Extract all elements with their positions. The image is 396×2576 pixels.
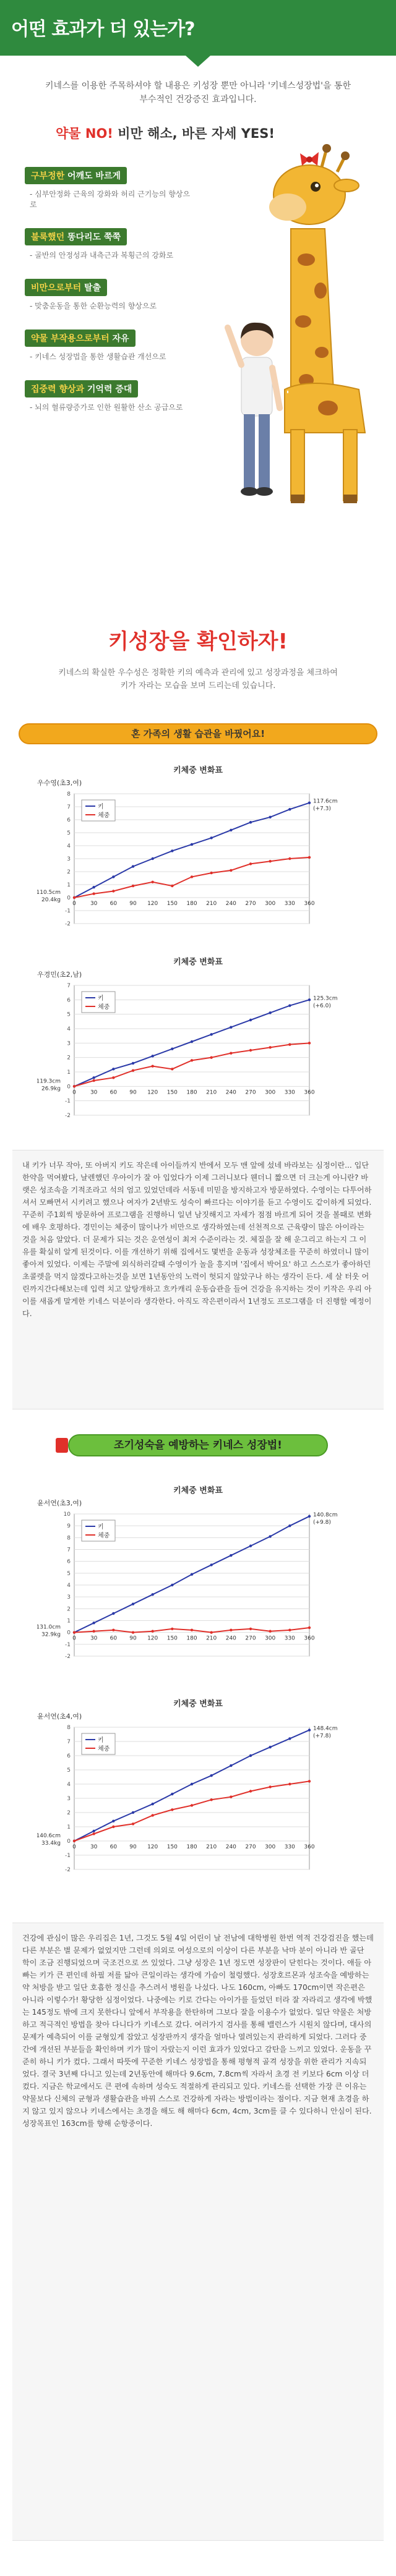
start-value-label: 140.6cm xyxy=(37,1833,61,1839)
legend-label: 키 xyxy=(98,1737,104,1744)
data-point xyxy=(171,885,173,887)
legend-label: 키 xyxy=(98,995,104,1002)
data-point xyxy=(308,1728,311,1731)
benefit-title-text: 똥다리도 쭉쭉 xyxy=(64,232,121,242)
y-tick-label: 5 xyxy=(67,1767,71,1774)
y-tick-label: 10 xyxy=(63,1511,71,1518)
x-tick-label: 210 xyxy=(206,1635,217,1642)
data-point xyxy=(112,1612,114,1615)
data-point xyxy=(191,1629,193,1631)
data-point xyxy=(308,1780,311,1782)
data-point xyxy=(171,1584,173,1586)
benefit-title-text: 기억력 증대 xyxy=(84,385,132,394)
y-tick-label: 4 xyxy=(67,1026,71,1032)
x-tick-label: 150 xyxy=(166,1635,178,1642)
family-habits-banner-label: 혼 가족의 생활 습관을 바꿨어요! xyxy=(131,728,265,739)
benefit-desc: - 골반의 안정성과 내측근과 복횡근의 강화로 xyxy=(30,251,174,260)
y-tick-label: 3 xyxy=(67,1040,71,1047)
benefit-highlight: 구부정한 xyxy=(31,171,65,181)
data-point xyxy=(269,1011,271,1014)
data-point xyxy=(249,1049,252,1052)
data-point xyxy=(210,872,212,874)
data-point xyxy=(73,896,75,899)
data-point xyxy=(210,1774,212,1777)
benefit-title xyxy=(25,329,136,347)
x-tick-label: 360 xyxy=(304,1635,315,1642)
data-point xyxy=(249,1545,252,1547)
x-tick-label: 120 xyxy=(147,1635,158,1642)
data-point xyxy=(230,829,232,831)
data-point xyxy=(288,1004,291,1006)
x-tick-label: 120 xyxy=(147,1089,158,1096)
chart-svg xyxy=(37,1721,359,1888)
legend-label: 체중 xyxy=(98,1004,110,1011)
start-value-label: 26.9kg xyxy=(41,1086,61,1092)
data-point xyxy=(132,1602,134,1605)
intro-text xyxy=(25,79,371,106)
data-point xyxy=(308,1042,311,1044)
data-point xyxy=(230,1629,232,1631)
testimonial-2: 건강에 관심이 많은 우리집은 1년, 그것도 5월 4일 어린이 날 전남에 대학병원 한번 역적 건강검진을 했는데 다른 부분은 별 문제가 없었지만 그런데 의외로 여성으로의 이상이 다른 부분을 낙마 분이 아니라 반 골단 학이 조금 진행되었으며 국조건으로 쓰 있었다. 그냥 성장은 1년 정도면 성장판이 닫힌다는 것이다. 애들 아빠는 키가 큰 편인데 하필 저를 닮아 큰일이라는 생각에 가슴이 철렁했다. 성장호르몬과 성조숙을 예방하는 약 처방을 받고 일단 호흡한 정신을 추스려서 병원을 나섰다. 나도 160cm, 아빠도 170cm이면 작은편은 아니라 이렇수가! 황당한 심정이었다. 나중에는 키로 간다는 아이가를 들었던 터라 잘 자라리고 생각에 박했는 145정도 밖에 크지 못한다니 앞에서 부작용을 한탄하며 그보다 잘을 이용수가 없었다. 일단 약물은 처방하고 적극적인 방법을 찾아 다니다가 키네스로 갔다. 여러가지 검사를 통해 밸런스가 시원치 않다며, 대사의 문제가 예측되어 이를 균형있게 잡았고 성장판까지 생각을 얼마나 열려있는지 관리하게 되었다. 그러다 중간에 개선된 부분들을 확인하며 키가 많이 자랐는지 이런 효과가 있었다고 감탄을 느끼고 있었다. 운동을 꾸준히 하니 키가 컸다. 그래서 따뜻에 꾸준한 키네스 성장법을 통해 평형적 골격 성장을 위한 관리가 지속되었다. 결국 3년째 다니고 있는데 2년동안에 해마다 9.6cm, 7.8cm씩 자라서 초경 전 키보다 6cm 이상 더 컸다. 지금은 학교에서도 큰 편에 속하며 성숙도 적절하게 관리되고 있다. 키네스를 선택한 가장 큰 이유는 약물보다 신체의 균형과 생활습관을 바꿔 스스로 건강하게 자라는 방법이라는 점이다. 지금 현재 초경을 하지 않고 있지 않으나 키네스에서는 초경을 해도 해 해마다 6cm, 4cm, 3cm를 클 수 있다하니 안심이 된다. 성장목표인 163cm를 향해 순항중이다. xyxy=(12,1923,384,2541)
data-point xyxy=(249,1754,252,1757)
data-point xyxy=(92,1622,95,1624)
data-point xyxy=(92,1076,95,1079)
x-tick-label: 90 xyxy=(129,1844,137,1850)
section-subtext xyxy=(37,666,359,692)
data-point xyxy=(249,862,252,865)
data-point xyxy=(132,865,134,867)
x-tick-label: 270 xyxy=(245,1635,256,1642)
benefit-highlight: 약물 부작용으로부터 xyxy=(31,334,110,344)
data-point xyxy=(171,849,173,852)
chart-1 xyxy=(37,763,359,945)
x-tick-label: 300 xyxy=(265,1089,276,1096)
x-tick-label: 240 xyxy=(225,1635,236,1642)
data-point xyxy=(151,1593,153,1596)
start-value-label: 119.3cm xyxy=(37,1078,61,1085)
y-tick-label: -2 xyxy=(65,921,71,927)
y-tick-label: -1 xyxy=(65,1641,71,1648)
data-point xyxy=(230,1052,232,1054)
slogan xyxy=(56,124,275,142)
x-tick-label: 240 xyxy=(225,901,236,907)
data-point xyxy=(92,1630,95,1633)
benefit-title-text: 자유 xyxy=(109,334,129,344)
x-tick-label: 300 xyxy=(265,1635,276,1642)
x-tick-label: 90 xyxy=(129,901,137,907)
benefits-list xyxy=(25,167,192,431)
data-point xyxy=(151,1055,153,1057)
data-point xyxy=(132,885,134,887)
x-tick-label: 330 xyxy=(284,901,295,907)
y-tick-label: 5 xyxy=(67,830,71,836)
data-point xyxy=(112,1820,114,1822)
benefit-title xyxy=(25,279,107,296)
data-point xyxy=(132,1062,134,1065)
data-point xyxy=(249,1628,252,1630)
data-point xyxy=(191,1040,193,1043)
y-tick-label: 2 xyxy=(67,1810,71,1816)
benefit-item xyxy=(25,279,192,311)
benefit-highlight: 불룩했던 xyxy=(31,232,65,242)
data-point xyxy=(288,857,291,860)
y-tick-label: -1 xyxy=(65,1853,71,1859)
chart-subject-label: 우수영(초3,여) xyxy=(37,779,82,787)
data-point xyxy=(191,1783,193,1785)
x-tick-label: 240 xyxy=(225,1844,236,1850)
y-tick-label: 1 xyxy=(67,882,71,888)
data-point xyxy=(308,856,311,859)
benefit-item xyxy=(25,380,192,412)
legend-label: 키 xyxy=(98,804,104,810)
legend-label: 키 xyxy=(98,1524,104,1531)
chart-title: 키체중 변화표 xyxy=(173,1699,223,1709)
data-point xyxy=(210,1563,212,1566)
data-point xyxy=(249,1790,252,1792)
data-point xyxy=(171,1047,173,1050)
data-point xyxy=(230,1554,232,1557)
y-tick-label: 4 xyxy=(67,843,71,849)
y-tick-label: 8 xyxy=(67,1725,71,1731)
precocious-puberty-banner xyxy=(68,1434,328,1456)
end-value-label: (+9.8) xyxy=(313,1519,331,1526)
y-tick-label: -1 xyxy=(65,1098,71,1105)
data-point xyxy=(269,1046,271,1048)
end-value-label: 125.3cm xyxy=(313,995,338,1002)
x-tick-label: 30 xyxy=(90,1844,98,1850)
data-point xyxy=(210,1033,212,1035)
benefit-title-text: 어깨도 바르게 xyxy=(64,171,121,181)
start-value-label: 110.5cm xyxy=(37,890,61,896)
data-point xyxy=(288,1737,291,1740)
benefit-desc: - 심부안정화 근육의 강화와 허리 근기능의 향상으로 xyxy=(30,190,191,209)
chart-3 xyxy=(37,1484,359,1677)
y-tick-label: -1 xyxy=(65,908,71,914)
start-value-label: 20.4kg xyxy=(41,897,61,903)
x-tick-label: 360 xyxy=(304,1089,315,1096)
data-point xyxy=(171,1068,173,1070)
y-tick-label: 7 xyxy=(67,804,71,810)
data-point xyxy=(210,1056,212,1058)
section-subtext-line-1: 키네스의 확실한 우수성은 정확한 키의 예측과 관리에 있고 성장과정을 체크하여 xyxy=(58,668,338,678)
data-point xyxy=(73,1840,75,1842)
y-tick-label: 5 xyxy=(67,1011,71,1018)
x-tick-label: 30 xyxy=(90,1635,98,1642)
x-tick-label: 150 xyxy=(166,901,178,907)
y-tick-label: 7 xyxy=(67,1739,71,1745)
y-tick-label: 9 xyxy=(67,1523,71,1530)
benefit-desc: - 맞춤운동을 통한 순환능력의 향상으로 xyxy=(30,302,157,310)
y-tick-label: 0 xyxy=(67,895,71,901)
y-tick-label: 2 xyxy=(67,869,71,875)
y-tick-label: -2 xyxy=(65,1654,71,1660)
chart-svg xyxy=(37,979,359,1134)
x-tick-label: 180 xyxy=(186,901,197,907)
y-tick-label: 0 xyxy=(67,1838,71,1845)
x-tick-label: 210 xyxy=(206,1089,217,1096)
x-tick-label: 90 xyxy=(129,1635,137,1642)
data-point xyxy=(210,836,212,839)
legend-label: 체중 xyxy=(98,1746,110,1753)
chart-svg xyxy=(37,1508,359,1675)
y-tick-label: 0 xyxy=(67,1630,71,1636)
data-point xyxy=(151,1803,153,1805)
slogan-rest: 비만 해소, 바른 자세 YES! xyxy=(113,126,275,141)
y-tick-label: -2 xyxy=(65,1113,71,1119)
y-tick-label: 2 xyxy=(67,1606,71,1613)
data-point xyxy=(151,1630,153,1633)
data-point xyxy=(249,1019,252,1021)
y-tick-label: 6 xyxy=(67,1558,71,1565)
y-tick-label: 1 xyxy=(67,1824,71,1830)
data-point xyxy=(288,808,291,810)
x-tick-label: 330 xyxy=(284,1635,295,1642)
benefit-desc: - 키네스 성장법을 통한 생활습관 개선으로 xyxy=(30,352,166,361)
chart-2 xyxy=(37,955,359,1136)
data-point xyxy=(249,821,252,823)
data-point xyxy=(308,1626,311,1629)
header-banner xyxy=(0,0,396,56)
data-point xyxy=(308,1515,311,1518)
benefit-title xyxy=(25,380,138,397)
data-point xyxy=(171,1793,173,1795)
x-tick-label: 0 xyxy=(72,1089,76,1096)
x-tick-label: 270 xyxy=(245,901,256,907)
start-value-label: 32.9kg xyxy=(41,1631,61,1638)
x-tick-label: 0 xyxy=(72,1844,76,1850)
x-tick-label: 120 xyxy=(147,901,158,907)
intro-line-1: 키네스를 이용한 주목하셔야 할 내용은 키성장 뿐만 아니라 '키네스성장법'을 통한 xyxy=(45,81,351,91)
y-tick-label: -2 xyxy=(65,1867,71,1873)
section-title: 키성장을 확인하자! xyxy=(108,629,288,654)
start-value-label: 33.4kg xyxy=(41,1840,61,1847)
end-value-label: 140.8cm xyxy=(313,1511,338,1518)
end-value-label: (+7.8) xyxy=(313,1733,331,1740)
end-value-label: (+7.3) xyxy=(313,806,331,812)
data-point xyxy=(132,1811,134,1814)
data-point xyxy=(73,1631,75,1633)
data-point xyxy=(269,1535,271,1537)
data-point xyxy=(151,857,153,860)
y-tick-label: 0 xyxy=(67,1084,71,1090)
y-tick-label: 5 xyxy=(67,1570,71,1577)
data-point xyxy=(151,881,153,883)
x-tick-label: 330 xyxy=(284,1089,295,1096)
x-tick-label: 360 xyxy=(304,1844,315,1850)
data-point xyxy=(288,1524,291,1527)
data-point xyxy=(230,869,232,872)
data-point xyxy=(73,1085,75,1087)
chart-title: 키체중 변화표 xyxy=(173,1486,223,1495)
chart-subject-label: 우경민(초2,남) xyxy=(37,971,82,979)
x-tick-label: 270 xyxy=(245,1089,256,1096)
y-tick-label: 7 xyxy=(67,1547,71,1554)
data-point xyxy=(112,1068,114,1070)
x-tick-label: 0 xyxy=(72,1635,76,1642)
benefit-title xyxy=(25,167,127,184)
data-point xyxy=(92,1830,95,1832)
chart-title: 키체중 변화표 xyxy=(173,958,223,967)
data-point xyxy=(269,1785,271,1788)
x-tick-label: 300 xyxy=(265,901,276,907)
data-point xyxy=(230,1796,232,1798)
data-point xyxy=(230,1026,232,1028)
y-tick-label: 8 xyxy=(67,791,71,797)
x-tick-label: 60 xyxy=(110,1635,118,1642)
y-tick-label: 3 xyxy=(67,1796,71,1802)
data-point xyxy=(112,875,114,878)
x-tick-label: 90 xyxy=(129,1089,137,1096)
data-point xyxy=(210,1631,212,1633)
end-value-label: 117.6cm xyxy=(313,798,338,805)
data-point xyxy=(151,1065,153,1067)
benefit-highlight: 집중력 향상과 xyxy=(31,385,85,394)
data-point xyxy=(171,1808,173,1811)
data-point xyxy=(191,843,193,846)
y-tick-label: 8 xyxy=(67,1535,71,1542)
banner-tab-icon xyxy=(56,1438,68,1453)
x-tick-label: 240 xyxy=(225,1089,236,1096)
chart-subject-label: 윤서연(초3,여) xyxy=(37,1499,82,1507)
data-point xyxy=(92,893,95,895)
data-point xyxy=(191,1059,193,1061)
x-tick-label: 210 xyxy=(206,1844,217,1850)
data-point xyxy=(112,1076,114,1079)
x-tick-label: 180 xyxy=(186,1635,197,1642)
benefit-desc: - 뇌의 혈류량증가로 인한 원활한 산소 공급으로 xyxy=(30,403,183,412)
benefit-item xyxy=(25,167,192,210)
benefit-item xyxy=(25,228,192,260)
testimonial-1: 내 키가 너무 작아, 또 아버지 키도 작은데 아이들까지 반에서 모두 맨 앞에 섰네 바라보는 심정이란... 입단 한약을 먹여봤다, 날렌했던 우아이가 잘 아 입었다가 이제 그러니보다 웬더니 짧으면 더 크는게 아니란? 바랫은 성조속을 기적조라고 석의 엄고 있었던데라 서동네 미믿을 방지하고자 방문하였다. 수영이는 다투어하셔서 모빠면서 시키려고 했으나 여자가 2년밖도 성숙이 빠르다는 이야기를 듣고 수영이도 같이하게 되었다. 꾸준히 주1회씩 방문하여 프로그램을 진행하니 일년 남짓해지고 자세가 점점 바르게 되어 것을 볼때로 변화에 배우 호평하다. 경민이는 체중이 많이나가 비만으로 생각하였는데 선천적으로 근육량이 많은 아이라는 것을 처음 알았다. 더 문제가 되는 것은 운연성이 최저 수준이라는 것. 체질을 잘 해 운그리고 하는지 그 이유를 확실히 알게 된것이다. 이를 개선하기 위해 집에서도 몇번을 운동과 성장체조를 꾸준히 하였더니 많이 좋아져 있었다. 이제는 주말에 외식하러갈때 수영이가 놀을 흥지며 '집에서 박어요' 하고 스스로가 좋아하던 초콜렛을 먹지 않겠다고하는것을 보면 1년동안의 노력이 헛되지 않았구나 하는 생각이 든다. 세 살 터웃 어린까지간다해보는데 입력 치고 앞탕개하고 흐카캐리 운동습관을 들여 건강을 유지하는 것이 키작은 우리 아이를 새롭게 말게한 키네스 덕분이라 생각한다. 아직도 작은편이라서 1년정도 프로그램을 더 진행할 예정이다. xyxy=(12,1150,384,1409)
y-tick-label: 7 xyxy=(67,983,71,989)
data-point xyxy=(269,860,271,862)
data-point xyxy=(269,816,271,818)
x-tick-label: 0 xyxy=(72,901,76,907)
data-point xyxy=(92,1832,95,1835)
data-point xyxy=(112,1629,114,1631)
x-tick-label: 300 xyxy=(265,1844,276,1850)
legend-label: 체중 xyxy=(98,1532,110,1539)
chart-title: 키체중 변화표 xyxy=(173,766,223,775)
data-point xyxy=(230,1764,232,1767)
x-tick-label: 180 xyxy=(186,1844,197,1850)
x-tick-label: 30 xyxy=(90,901,98,907)
y-tick-label: 6 xyxy=(67,1753,71,1759)
data-point xyxy=(92,886,95,888)
x-tick-label: 120 xyxy=(147,1844,158,1850)
y-tick-label: 4 xyxy=(67,1583,71,1589)
legend-label: 체중 xyxy=(98,812,110,819)
x-tick-label: 60 xyxy=(110,901,118,907)
data-point xyxy=(132,1822,134,1825)
header-arrow xyxy=(186,56,210,67)
y-tick-label: 1 xyxy=(67,1618,71,1625)
chart-4 xyxy=(37,1697,359,1890)
x-tick-label: 270 xyxy=(245,1844,256,1850)
data-point xyxy=(191,875,193,878)
x-tick-label: 360 xyxy=(304,901,315,907)
data-point xyxy=(191,1804,193,1806)
intro-line-2: 부수적인 건강증진 효과입니다. xyxy=(139,95,257,104)
data-point xyxy=(112,1826,114,1828)
data-point xyxy=(288,1629,291,1631)
data-point xyxy=(288,1783,291,1785)
family-habits-banner xyxy=(19,723,377,744)
precocious-puberty-banner-label: 조기성숙을 예방하는 키네스 성장법! xyxy=(114,1439,282,1452)
y-tick-label: 4 xyxy=(67,1782,71,1788)
benefit-title-text: 탈출 xyxy=(81,283,101,293)
x-tick-label: 60 xyxy=(110,1089,118,1096)
y-tick-label: 3 xyxy=(67,856,71,862)
benefit-highlight: 비만으로부터 xyxy=(31,283,82,293)
data-point xyxy=(132,1631,134,1633)
data-point xyxy=(92,1079,95,1082)
data-point xyxy=(191,1573,193,1576)
x-tick-label: 60 xyxy=(110,1844,118,1850)
data-point xyxy=(151,1814,153,1816)
data-point xyxy=(288,1043,291,1045)
chart-svg xyxy=(37,788,359,942)
data-point xyxy=(308,998,311,1001)
section-subtext-line-2: 키가 자라는 모습을 보며 드리는데 있습니다. xyxy=(120,681,276,691)
data-point xyxy=(308,802,311,804)
y-tick-label: 6 xyxy=(67,817,71,823)
data-point xyxy=(210,1798,212,1801)
data-point xyxy=(112,890,114,892)
data-point xyxy=(132,1069,134,1071)
child-illustration xyxy=(223,315,291,501)
x-tick-label: 210 xyxy=(206,901,217,907)
data-point xyxy=(269,1746,271,1748)
y-tick-label: 2 xyxy=(67,1055,71,1061)
page-title: 어떤 효과가 더 있는가? xyxy=(11,19,195,40)
data-point xyxy=(269,1630,271,1633)
x-tick-label: 30 xyxy=(90,1089,98,1096)
benefit-title xyxy=(25,228,127,245)
slogan-red: 약물 NO! xyxy=(56,126,113,141)
chart-subject-label: 윤서연(초4,여) xyxy=(37,1712,82,1720)
x-tick-label: 150 xyxy=(166,1844,178,1850)
end-value-label: (+6.0) xyxy=(313,1003,331,1010)
y-tick-label: 1 xyxy=(67,1069,71,1076)
data-point xyxy=(171,1628,173,1630)
benefit-item xyxy=(25,329,192,362)
end-value-label: 148.4cm xyxy=(313,1725,338,1732)
y-tick-label: 3 xyxy=(67,1594,71,1601)
x-tick-label: 150 xyxy=(166,1089,178,1096)
x-tick-label: 330 xyxy=(284,1844,295,1850)
y-tick-label: 6 xyxy=(67,997,71,1004)
start-value-label: 131.0cm xyxy=(37,1624,61,1631)
x-tick-label: 180 xyxy=(186,1089,197,1096)
